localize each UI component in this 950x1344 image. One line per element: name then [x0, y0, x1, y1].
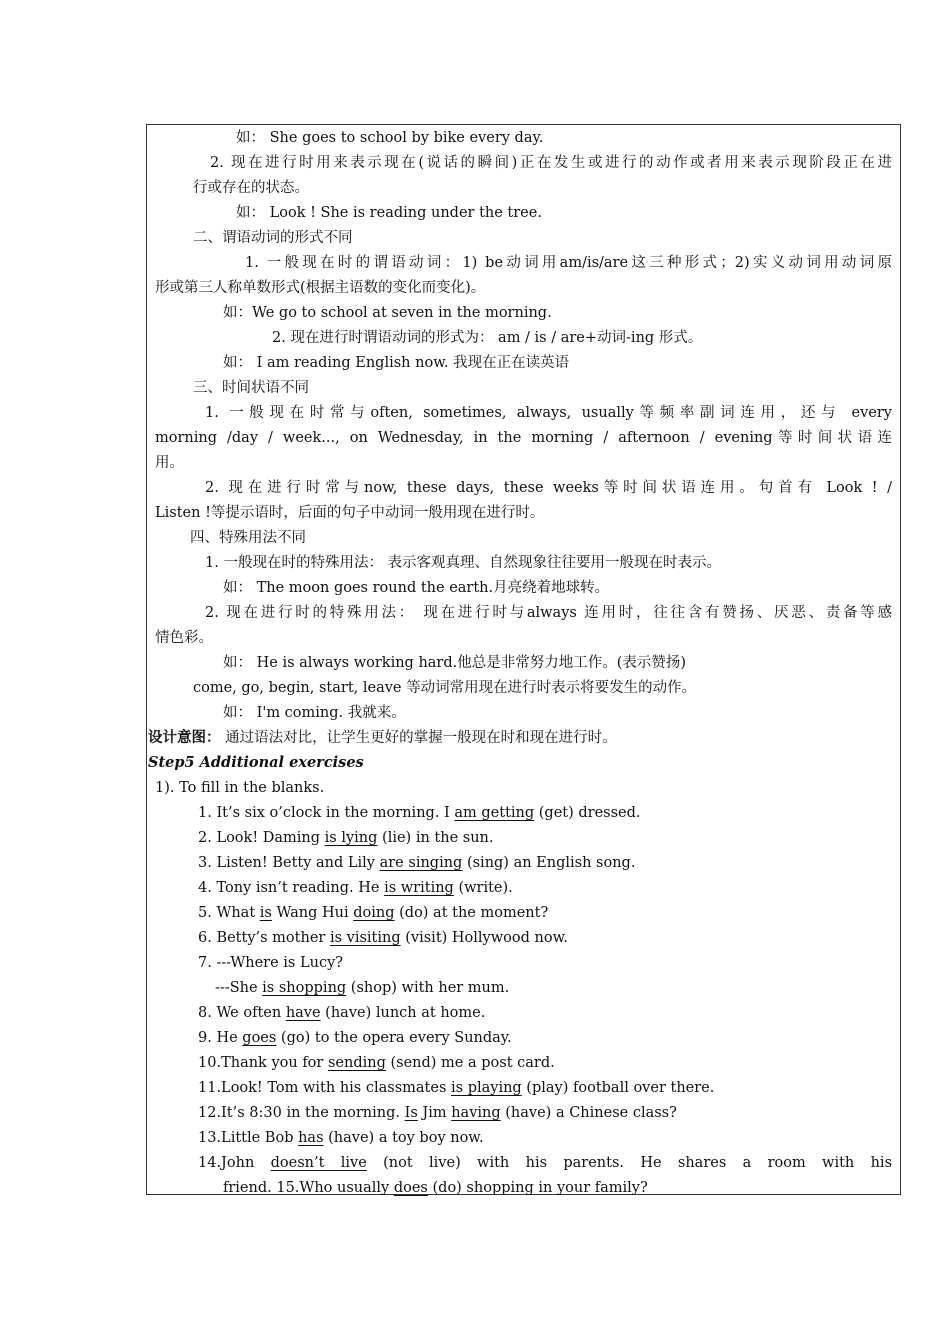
- answer-blank: goes: [242, 1030, 277, 1046]
- rule-line: 1. 一般现在时常与often, sometimes, always, usually等频率副词连用，还与 every: [205, 405, 892, 421]
- rule-line: 2. 现在进行时常与now, these days, these weeks等时间状语连用。句首有 Look ! /: [205, 480, 892, 496]
- answer-blank: is lying: [324, 830, 378, 846]
- exercise-item: friend. 15.Who usually does (do) shopping in your family?: [223, 1180, 648, 1196]
- example-line: 如： The moon goes round the earth.月亮绕着地球转。: [223, 580, 610, 596]
- answer-blank: has: [298, 1130, 324, 1146]
- exercise-item: 1. It’s six o’clock in the morning. I am getting (get) dressed.: [198, 805, 641, 821]
- example-line: 如： She goes to school by bike every day.: [236, 130, 544, 146]
- rule-line: 情色彩。: [155, 630, 213, 646]
- answer-blank: does: [393, 1180, 428, 1196]
- answer-blank: Is: [404, 1105, 418, 1121]
- answer-blank: are singing: [379, 855, 463, 871]
- rule-line: come, go, begin, start, leave 等动词常用现在进行时表示将要发生的动作。: [193, 680, 697, 696]
- design-intent-label: 设计意图：: [148, 729, 221, 746]
- answer-blank: is writing: [384, 880, 454, 896]
- example-line: 如：We go to school at seven in the morning.: [223, 305, 552, 321]
- example-line: 如： I'm coming. 我就来。: [223, 705, 406, 721]
- rule-line: 1. 一般现在时的特殊用法： 表示客观真理、自然现象往往要用一般现在时表示。: [205, 555, 722, 571]
- answer-blank: am getting: [454, 805, 535, 821]
- exercise-item: 4. Tony isn’t reading. He is writing (write).: [198, 880, 513, 896]
- section-heading: 四、特殊用法不同: [190, 530, 306, 546]
- exercise-item: 9. He goes (go) to the opera every Sunday.: [198, 1030, 512, 1046]
- rule-line: 行或存在的状态。: [193, 180, 309, 196]
- step5-title: Step5 Additional exercises: [148, 754, 364, 771]
- exercise-item: 3. Listen! Betty and Lily are singing (sing) an English song.: [198, 855, 636, 871]
- answer-blank: doesn’t live: [270, 1155, 367, 1171]
- answer-blank: having: [451, 1105, 501, 1121]
- exercise-item: 14.John doesn’t live (not live) with his parents. He shares a room with his: [198, 1155, 893, 1171]
- exercise-item: 2. Look! Daming is lying (lie) in the sun.: [198, 830, 494, 846]
- answer-blank: have: [285, 1005, 321, 1021]
- example-line: 如： He is always working hard.他总是非常努力地工作。(表示赞扬): [223, 655, 687, 671]
- answer-blank: is playing: [451, 1080, 522, 1096]
- rule-line: 形或第三人称单数形式(根据主语数的变化而变化)。: [155, 280, 486, 296]
- rule-line: 2. 现在进行时用来表示现在(说话的瞬间)正在发生或进行的动作或者用来表示现阶段正在进: [210, 155, 892, 171]
- rule-line: 1. 一般现在时的谓语动词：1) be动词用am/is/are这三种形式；2)实义动词用动词原: [245, 255, 892, 271]
- rule-line: morning /day / week..., on Wednesday, in the morning / afternoon / evening等时间状语连: [155, 430, 892, 446]
- exercise-item: 8. We often have (have) lunch at home.: [198, 1005, 486, 1021]
- rule-line: 2. 现在进行时谓语动词的形式为： am / is / are+动词-ing 形式。: [272, 330, 703, 346]
- design-intent-text: 通过语法对比，让学生更好的掌握一般现在时和现在进行时。: [220, 730, 617, 746]
- exercise-item: 12.It’s 8:30 in the morning. Is Jim having (have) a Chinese class?: [198, 1105, 677, 1121]
- answer-blank: is shopping: [262, 980, 347, 996]
- exercise-instructions: 1). To fill in the blanks.: [155, 780, 325, 796]
- exercise-item: 7. ---Where is Lucy?: [198, 955, 344, 971]
- answer-blank: sending: [327, 1055, 386, 1071]
- section-heading: 二、谓语动词的形式不同: [193, 230, 353, 246]
- example-line: 如： Look ! She is reading under the tree.: [236, 205, 542, 221]
- exercise-item: ---She is shopping (shop) with her mum.: [215, 980, 510, 996]
- example-line: 如： I am reading English now. 我现在正在读英语: [223, 355, 570, 371]
- answer-blank: is: [259, 905, 272, 921]
- exercise-item: 13.Little Bob has (have) a toy boy now.: [198, 1130, 484, 1146]
- design-intent: [148, 728, 617, 748]
- exercise-item: 11.Look! Tom with his classmates is playing (play) football over there.: [198, 1080, 715, 1096]
- section-heading: 三、时间状语不同: [193, 380, 309, 396]
- rule-line: 2. 现在进行时的特殊用法： 现在进行时与always 连用时，往往含有赞扬、厌恶、责备等感: [205, 605, 892, 621]
- answer-blank: is visiting: [329, 930, 401, 946]
- exercise-item: 10.Thank you for sending (send) me a post card.: [198, 1055, 555, 1071]
- rule-line: 用。: [155, 455, 184, 471]
- exercise-item: 5. What is Wang Hui doing (do) at the moment?: [198, 905, 549, 921]
- exercise-item: 6. Betty’s mother is visiting (visit) Hollywood now.: [198, 930, 568, 946]
- answer-blank: doing: [353, 905, 395, 921]
- rule-line: Listen !等提示语时，后面的句子中动词一般用现在进行时。: [155, 505, 545, 521]
